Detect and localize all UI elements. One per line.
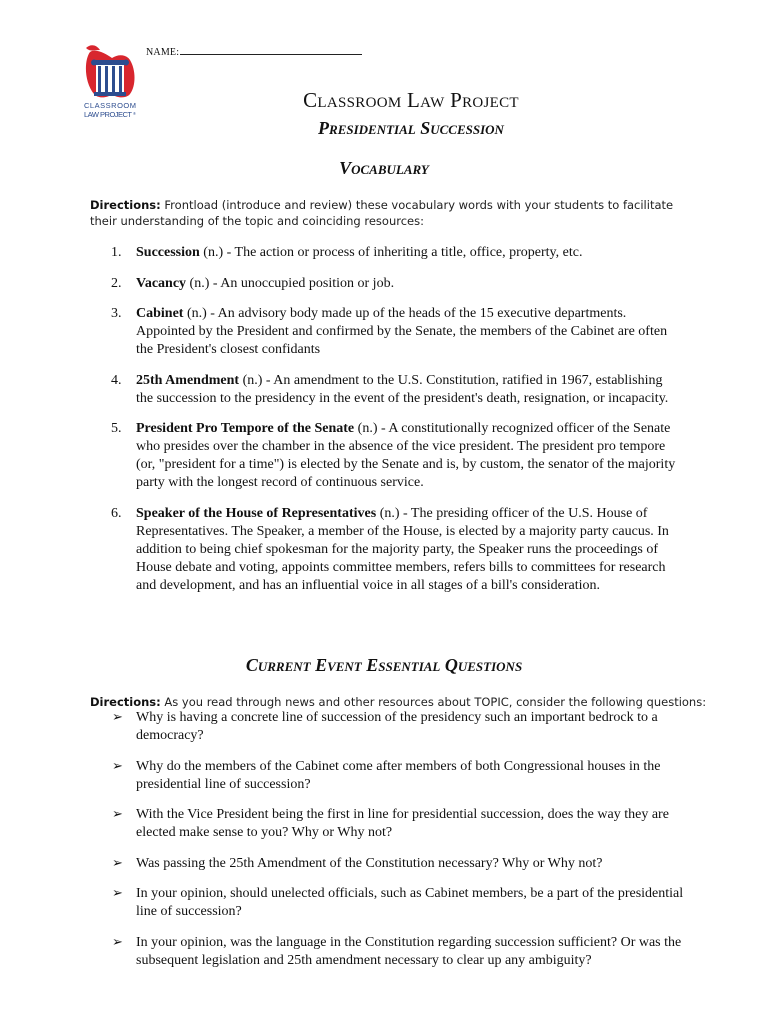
arrow-bullet-icon: ➢ bbox=[112, 886, 123, 901]
arrow-bullet-icon: ➢ bbox=[112, 934, 123, 950]
directions-label: Directions: bbox=[90, 198, 161, 212]
vocab-item-25th-amendment: 4. 25th Amendment (n.) - An amendment to the U.S. Constitution, ratified in 1967, establishing the succession to the presidency in the event of the president's death, resignation, or incapacity. bbox=[111, 372, 669, 406]
directions-text: As you read through news and other resources about TOPIC, consider the following questions: bbox=[164, 695, 707, 709]
question-item: ➢ Why do the members of the Cabinet come after members of both Congressional houses in the presidential line of succession? bbox=[112, 758, 661, 792]
question-item: ➢ In your opinion, was the language in the Constitution regarding succession sufficient? Or was the subsequent legislation and 25th amendment necessary to clear up any ambiguity? bbox=[112, 934, 682, 968]
vocab-definition: - A constitutionally recognized officer of the Senate who presides over the chamber in the absence of the vice president. The president pro tempore (or, "president for a time") is elected by the Senate and is, by custom, the senator of the majority party with the longest record of continuous service. bbox=[136, 421, 676, 490]
vocab-item-vacancy: 2. Vacancy (n.) - An unoccupied position or job. bbox=[111, 275, 395, 291]
vocab-term: Speaker of the House of Representatives bbox=[136, 505, 377, 521]
directions-text: Frontload (introduce and review) these vocabulary words with your students to facilitate their understanding of the topic and coinciding resources: bbox=[90, 198, 674, 228]
vocab-definition: - An amendment to the U.S. Constitution, ratified in 1967, establishing the succession to the presidency in the event of the president's death, resignation, or incapacity. bbox=[136, 372, 669, 406]
logo-text-line2: LAW PROJECT bbox=[84, 110, 132, 119]
name-blank-line[interactable] bbox=[180, 45, 362, 55]
vocab-item-succession: 1. Succession (n.) - The action or process of inheriting a title, office, property, etc. bbox=[111, 245, 583, 260]
vocabulary-heading: Vocabulary bbox=[339, 158, 429, 178]
vocab-term: 25th Amendment bbox=[136, 372, 240, 388]
vocabulary-list bbox=[90, 244, 680, 607]
name-field[interactable] bbox=[146, 45, 362, 58]
svg-text:®: ® bbox=[133, 111, 136, 116]
question-item: ➢ In your opinion, should unelected officials, such as Cabinet members, be a part of the presidential line of succession? bbox=[112, 886, 684, 919]
vocab-definition: - The action or process of inheriting a title, office, property, etc. bbox=[226, 245, 583, 260]
arrow-bullet-icon: ➢ bbox=[112, 855, 123, 871]
classroom-law-project-logo bbox=[80, 42, 144, 126]
page-subtitle: Presidential Succession bbox=[318, 118, 504, 138]
arrow-bullet-icon: ➢ bbox=[112, 758, 123, 774]
vocab-term: Vacancy bbox=[136, 275, 187, 291]
vocabulary-directions bbox=[90, 197, 690, 229]
vocab-definition: - An unoccupied position or job. bbox=[212, 275, 395, 291]
questions-heading: Current Event Essential Questions bbox=[245, 655, 523, 675]
vocab-item-speaker-of-the-house: 6. Speaker of the House of Representatives (n.) - The presiding officer of the U.S. House of Representatives. The Speaker, a member of the House, is elected by a majority party caucus. In addition to being chief spokesman for the majority party, the Speaker runs the proceedings of House debate and voting, appoints committee members, refers bills to committees for research and development, and has an influential voice in all stages of a bill's consideration. bbox=[111, 505, 669, 593]
questions-directions bbox=[90, 694, 730, 710]
question-item: ➢ Was passing the 25th Amendment of the Constitution necessary? Why or Why not? bbox=[112, 855, 603, 871]
question-item: ➢ With the Vice President being the first in line for presidential succession, does the way they are elected make sense to you? Why or Why not? bbox=[112, 807, 669, 840]
question-item: ➢ Why is having a concrete line of succession of the presidency such an important bedrock to a democracy? bbox=[112, 710, 658, 743]
name-label: NAME: bbox=[146, 47, 180, 58]
vocab-item-president-pro-tempore: 5. President Pro Tempore of the Senate (n.) - A constitutionally recognized officer of the Senate who presides over the chamber in the absence of the vice president. The president pro tempore (or, "president for a time") is elected by the Senate and is, by custom, the senator of the majority party with the longest record of continuous service. bbox=[111, 421, 676, 490]
vocab-term: Cabinet bbox=[136, 306, 184, 321]
logo-text-line1: CLASSROOM bbox=[84, 101, 136, 110]
vocab-definition: - The presiding officer of the U.S. House of Representatives. The Speaker, a member of the House, is elected by a majority party caucus. In addition to being chief spokesman for the majority party, the Speaker runs the proceedings of House debate and voting, appoints committee members, refers bills to committees for research and development, and has an influential voice in all stages of a bill's consideration. bbox=[136, 505, 669, 593]
vocab-term: President Pro Tempore of the Senate bbox=[136, 421, 355, 436]
directions-label: Directions: bbox=[90, 695, 161, 709]
arrow-bullet-icon: ➢ bbox=[112, 807, 123, 822]
question-list bbox=[90, 709, 690, 982]
arrow-bullet-icon: ➢ bbox=[112, 710, 123, 725]
vocab-definition: - An advisory body made up of the heads of the 15 executive departments. Appointed by the President and confirmed by the Senate, the members of the Cabinet are often the President's closest confidants bbox=[136, 306, 668, 357]
vocab-item-cabinet: 3. Cabinet (n.) - An advisory body made up of the heads of the 15 executive departments. Appointed by the President and confirmed by the Senate, the members of the Cabinet are often the President's closest confidants bbox=[111, 306, 668, 357]
vocab-term: Succession bbox=[136, 245, 200, 260]
page-title: Classroom Law Project bbox=[303, 88, 519, 112]
